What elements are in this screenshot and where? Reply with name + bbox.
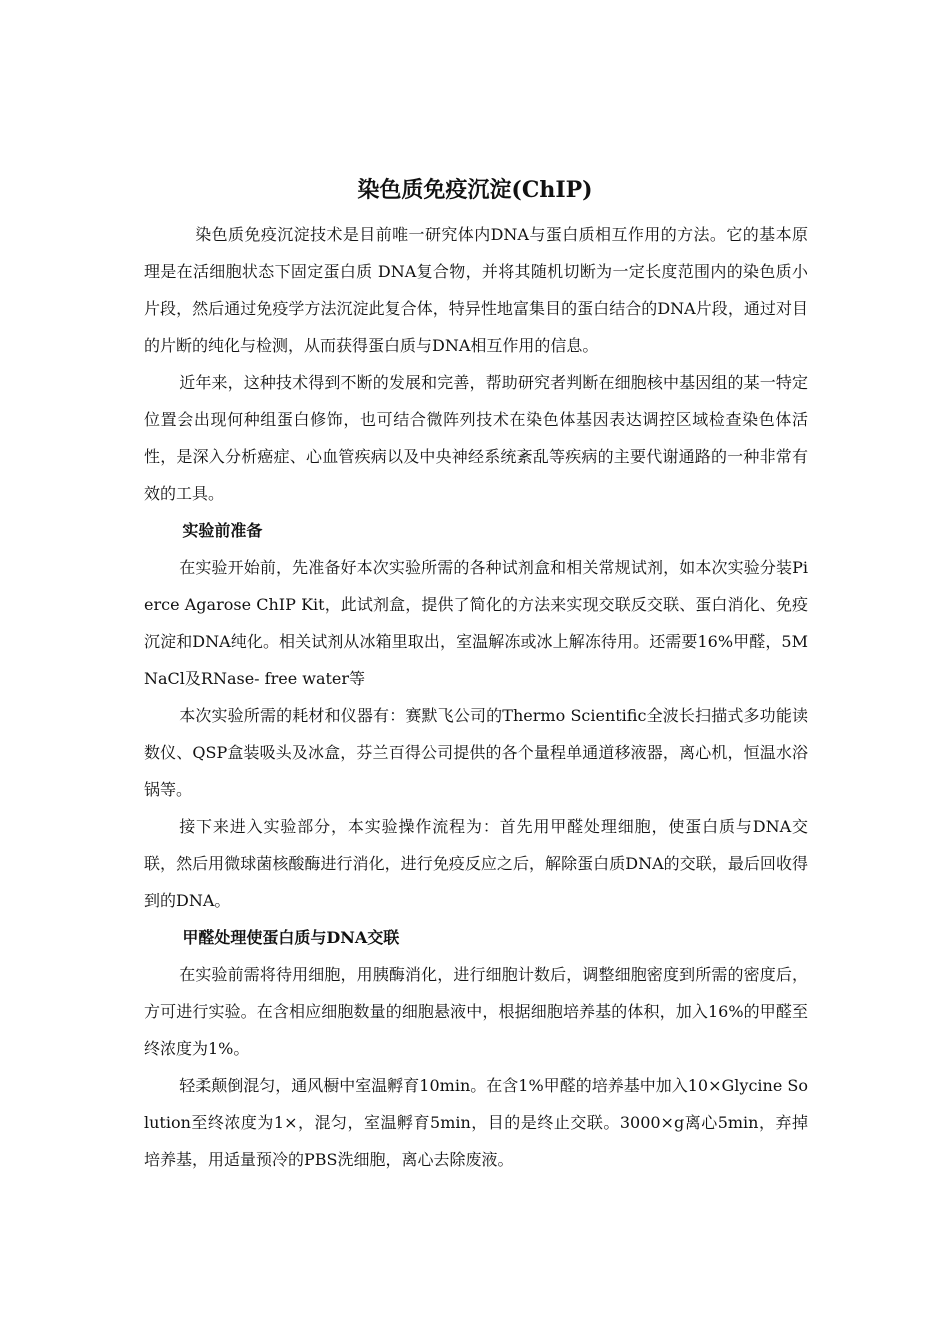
intro-paragraph-2: 近年来，这种技术得到不断的发展和完善，帮助研究者判断在细胞核中基因组的某一特定位置会出现何种组蛋白修饰，也可结合微阵列技术在染色体基因表达调控区域检查染色体活性，是深入分析癌症、心血管疾病以及中央神经系统紊乱等疾病的主要代谢通路的一种非常有效的工具。 [144,373,808,503]
crosslinking-paragraph-2: 轻柔颠倒混匀，通风橱中室温孵育10min。在含1%甲醛的培养基中加入10×Glycine Solution至终浓度为1×，混匀，室温孵育5min，目的是终止交联。3000×g离心5min，弃掉培养基，用适量预冷的PBS洗细胞，离心去除废液。 [144,1076,808,1169]
preparation-paragraph-2: 本次实验所需的耗材和仪器有：赛默飞公司的Thermo Scientific全波长扫描式多功能读数仪、QSP盒装吸头及冰盒，芬兰百得公司提供的各个量程单通道移液器，离心机，恒温水浴锅等。 [144,706,808,799]
intro-paragraph-1: 染色质免疫沉淀技术是目前唯一研究体内DNA与蛋白质相互作用的方法。它的基本原理是在活细胞状态下固定蛋白质 DNA复合物，并将其随机切断为一定长度范围内的染色质小片段，然后通过免疫学方法沉淀此复合体，特异性地富集目的蛋白结合的DNA片段，通过对目的片断的纯化与检测，从而获得蛋白质与DNA相互作用的信息。 [144,225,808,355]
section-heading-preparation: 实验前准备 [182,521,263,540]
section-heading-crosslinking: 甲醛处理使蛋白质与DNA交联 [182,928,400,947]
preparation-paragraph-1: 在实验开始前，先准备好本次实验所需的各种试剂盒和相关常规试剂，如本次实验分装Pierce Agarose ChIP Kit，此试剂盒，提供了简化的方法来实现交联反交联、蛋白消化、免疫沉淀和DNA纯化。相关试剂从冰箱里取出，室温解冻或冰上解冻待用。还需要16%甲醛，5M NaCl及RNase- free water等 [144,558,808,688]
crosslinking-paragraph-1: 在实验前需将待用细胞，用胰酶消化，进行细胞计数后，调整细胞密度到所需的密度后，方可进行实验。在含相应细胞数量的细胞悬液中，根据细胞培养基的体积，加入16%的甲醛至终浓度为1%。 [144,965,808,1058]
document-title: 染色质免疫沉淀(ChIP) [357,177,593,203]
preparation-paragraph-3: 接下来进入实验部分，本实验操作流程为：首先用甲醛处理细胞，使蛋白质与DNA交联，然后用微球菌核酸酶进行消化，进行免疫反应之后，解除蛋白质DNA的交联，最后回收得到的DNA。 [144,817,808,910]
document-body [144,216,808,1178]
